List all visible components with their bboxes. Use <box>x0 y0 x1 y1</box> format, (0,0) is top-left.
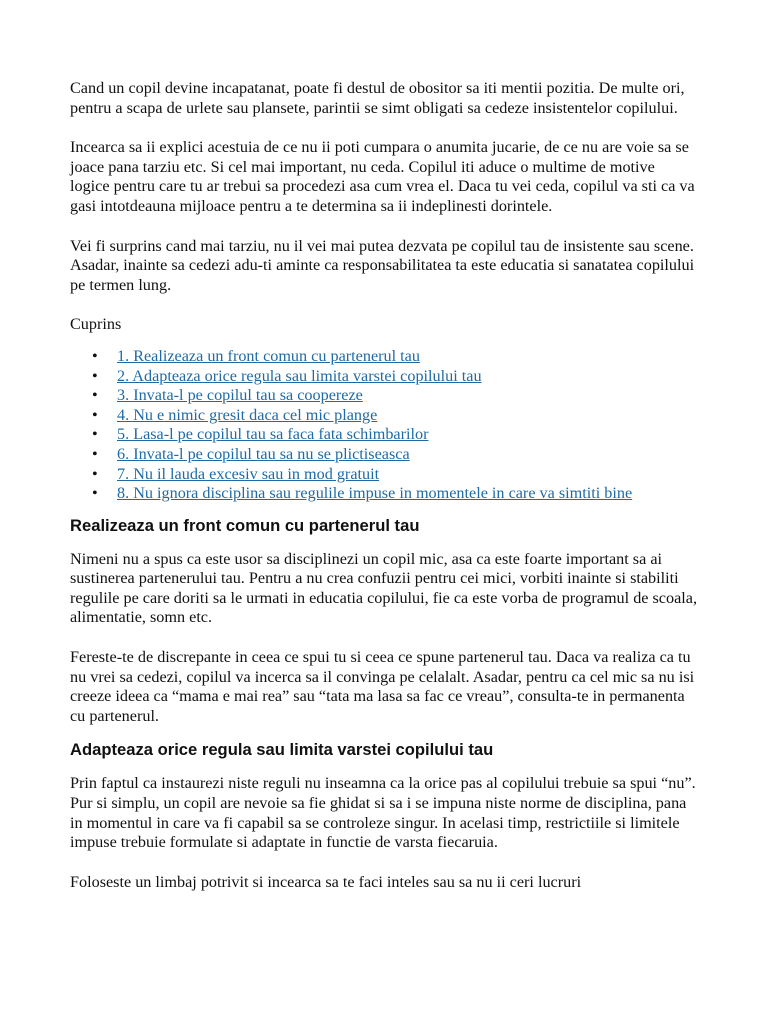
toc-link-8[interactable]: 8. Nu ignora disciplina sau regulile impuse in momentele in care va simtiti bine <box>117 484 633 503</box>
bullet-icon: • <box>92 386 98 405</box>
intro-paragraph-3: Vei fi surprins cand mai tarziu, nu il vei mai putea dezvata pe copilul tau de insistente sau scene. Asadar, inainte sa cedezi adu-ti aminte ca responsabilitatea ta este educatia si sanatatea copilului pe termen lung. <box>70 236 695 294</box>
toc-item <box>92 367 698 387</box>
toc-link-4[interactable]: 4. Nu e nimic gresit daca cel mic plange <box>117 405 378 424</box>
intro-paragraph-2: Incearca sa ii explici acestuia de ce nu ii poti cumpara o anumita jucarie, de ce nu are voie sa se joace pana tarziu etc. Si cel mai important, nu ceda. Copilul iti aduce o multime de motive logice pentru care tu ar trebui sa procedezi asa cum vrea el. Daca tu vei ceda, copilul va sti ca va gasi intotdeauna mijloace pentru a te determina sa ii indeplinesti dorintele. <box>70 138 695 215</box>
section-2-paragraph-2: Foloseste un limbaj potrivit si incearca sa te faci inteles sau sa nu ii ceri lucruri <box>70 872 582 891</box>
toc-link-1[interactable]: 1. Realizeaza un front comun cu partenerul tau <box>117 346 420 365</box>
toc-item <box>92 406 698 426</box>
toc-title: Cuprins <box>70 315 122 334</box>
toc-link-5[interactable]: 5. Lasa-l pe copilul tau sa faca fata schimbarilor <box>117 425 429 444</box>
table-of-contents <box>70 347 698 504</box>
bullet-icon: • <box>92 405 98 424</box>
toc-link-6[interactable]: 6. Invata-l pe copilul tau sa nu se plictiseasca <box>117 444 410 463</box>
toc-item <box>92 386 698 406</box>
toc-item <box>92 347 698 367</box>
toc-link-7[interactable]: 7. Nu il lauda excesiv sau in mod gratuit <box>117 464 380 483</box>
toc-item <box>92 445 698 465</box>
toc-link-3[interactable]: 3. Invata-l pe copilul tau sa coopereze <box>117 386 363 405</box>
intro-paragraph-1: Cand un copil devine incapatanat, poate fi destul de obositor sa iti mentii pozitia. De multe ori, pentru a scapa de urlete sau plansete, parintii se simt obligati sa cedeze insistentelor copilului. <box>70 79 685 117</box>
bullet-icon: • <box>92 444 98 463</box>
toc-item <box>92 465 698 485</box>
section-2-heading: Adapteaza orice regula sau limita varstei copilului tau <box>70 740 494 760</box>
bullet-icon: • <box>92 464 98 483</box>
section-1-heading: Realizeaza un front comun cu partenerul tau <box>70 515 420 535</box>
bullet-icon: • <box>92 425 98 444</box>
toc-item <box>92 425 698 445</box>
toc-link-2[interactable]: 2. Adapteaza orice regula sau limita varstei copilului tau <box>117 366 482 385</box>
section-1-paragraph-2: Fereste-te de discrepante in ceea ce spui tu si ceea ce spune partenerul tau. Daca va realiza ca tu nu vrei sa cedezi, copilul va incerca sa il convinga pe celalalt. Asadar, pentru ca cel mic sa nu isi creeze ideea ca “mama e mai rea” sau “tata ma lasa sa fac ce vreau”, consulta-te in permanenta cu partenerul. <box>70 648 695 725</box>
toc-item <box>92 484 698 504</box>
section-1-paragraph-1: Nimeni nu a spus ca este usor sa disciplinezi un copil mic, asa ca este foarte important sa ai sustinerea partenerului tau. Pentru a nu crea confuzii pentru cei mici, vorbiti inainte si stabiliti regulile pe care doriti sa le urmati in educatia copilului, fie ca este vorba de programul de scoala, alimentatie, somn etc. <box>70 549 698 627</box>
bullet-icon: • <box>92 484 98 503</box>
bullet-icon: • <box>92 346 98 365</box>
section-2-paragraph-1: Prin faptul ca instaurezi niste reguli nu inseamna ca la orice pas al copilului trebuie sa spui “nu”. Pur si simplu, un copil are nevoie sa fie ghidat si sa i se impuna niste norme de disciplina, pana in momentul in care va fi capabil sa se controleze singur. In acelasi timp, restrictiile si limitele impuse trebuie formulate si adaptate in functie de varsta fiecaruia. <box>70 774 696 852</box>
bullet-icon: • <box>92 366 98 385</box>
